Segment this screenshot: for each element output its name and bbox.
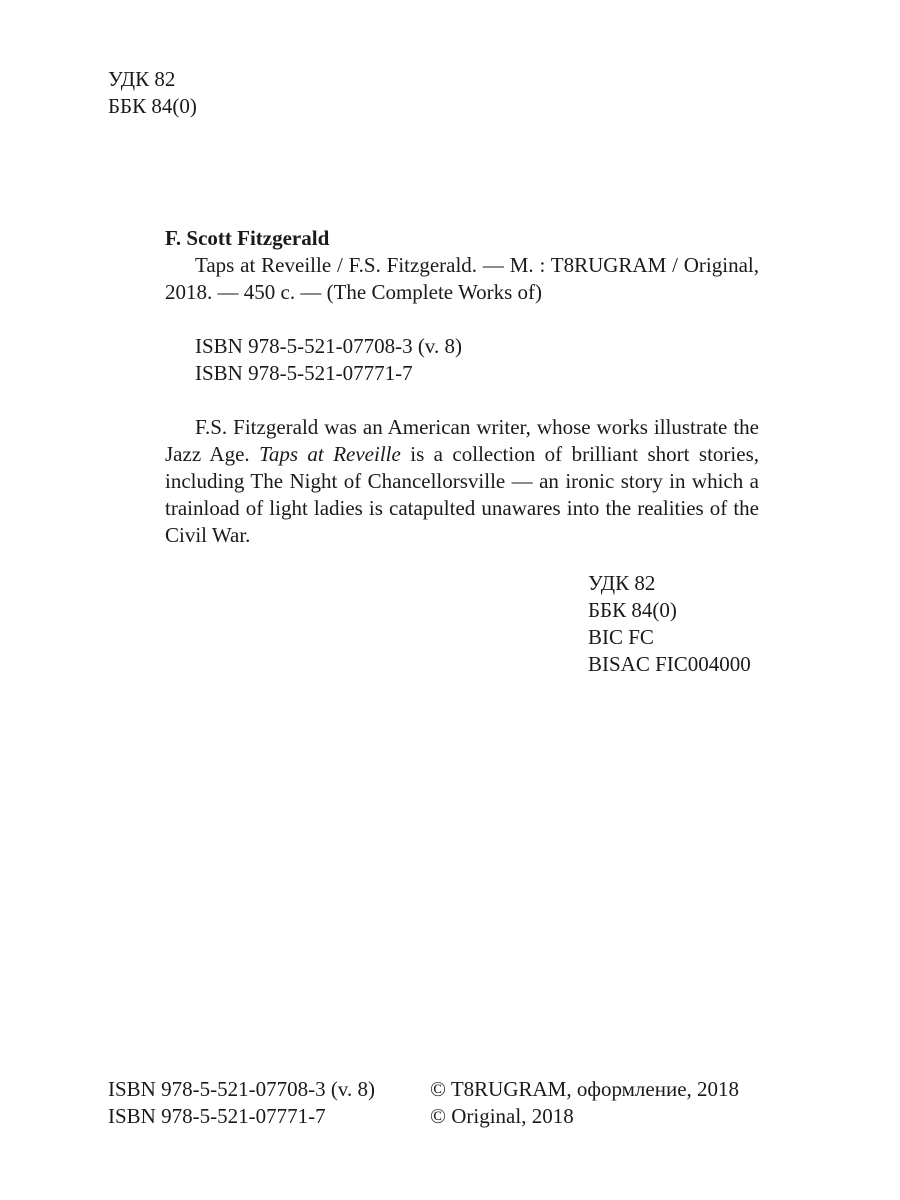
classification-codes bbox=[588, 570, 751, 678]
card-isbn-set: ISBN 978-5-521-07771-7 bbox=[195, 361, 413, 385]
copyright-publisher: © Original, 2018 bbox=[430, 1104, 574, 1128]
footer-isbn-list bbox=[108, 1076, 375, 1130]
copyright-notices bbox=[430, 1076, 739, 1130]
card-isbn-list bbox=[165, 333, 759, 387]
card-isbn-volume: ISBN 978-5-521-07708-3 (v. 8) bbox=[195, 334, 462, 358]
classification-bbk: ББК 84(0) bbox=[588, 598, 677, 622]
annotation-book-title: Taps at Reveille bbox=[259, 442, 401, 466]
annotation-text-start: F.S. Fitzgerald was an American writer, whose works illustrate the Jazz Age. bbox=[165, 415, 759, 466]
footer-isbn-volume: ISBN 978-5-521-07708-3 (v. 8) bbox=[108, 1077, 375, 1101]
header-udk-code: УДК 82 bbox=[108, 67, 176, 91]
author-name: F. Scott Fitzgerald bbox=[165, 226, 330, 250]
catalog-card bbox=[165, 225, 759, 549]
footer-isbn-set: ISBN 978-5-521-07771-7 bbox=[108, 1104, 326, 1128]
annotation-text-end: is a collection of brilliant short stories, including The Night of Chancellorsville — an ironic story in which a trainload of light ladies is catapulted unawares into the realities of the Civil War. bbox=[165, 442, 760, 547]
header-bbk-code: ББК 84(0) bbox=[108, 94, 197, 118]
annotation bbox=[165, 414, 759, 549]
bibliographic-entry: Taps at Reveille / F.S. Fitzgerald. — M. : T8RUGRAM / Original, 2018. — 450 c. — (The Complete Works of) bbox=[165, 253, 759, 304]
classification-udk: УДК 82 bbox=[588, 571, 656, 595]
header-classification-codes bbox=[108, 66, 197, 120]
copyright-design: © T8RUGRAM, оформление, 2018 bbox=[430, 1077, 740, 1101]
classification-bic: BIC FC bbox=[588, 625, 654, 649]
classification-bisac: BISAC FIC004000 bbox=[588, 652, 751, 676]
